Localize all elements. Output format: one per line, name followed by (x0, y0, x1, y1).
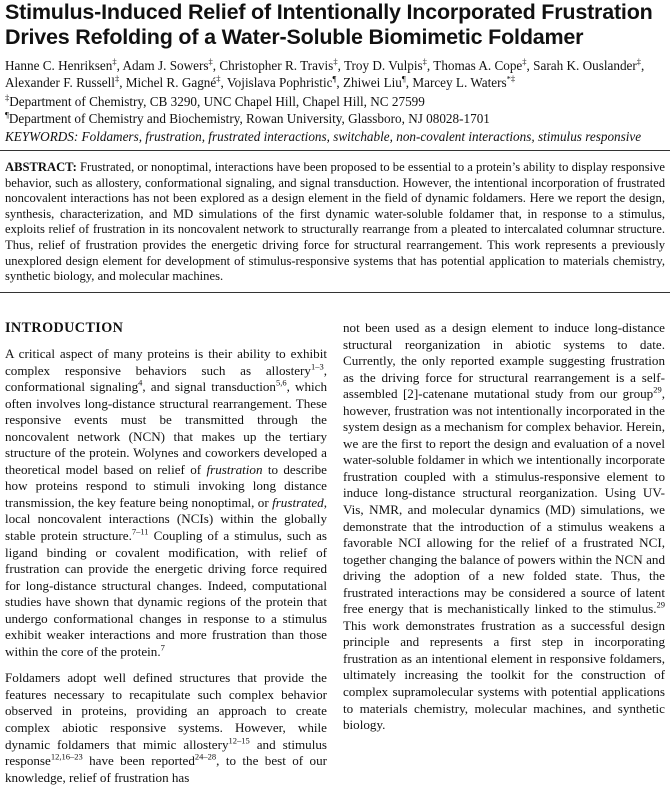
author: Michel R. Gagné‡ (125, 73, 221, 90)
author: Zhiwei Liu¶ (342, 73, 406, 90)
intro-paragraph-1: A critical aspect of many proteins is their ability to exhibit complex responsive behaviors such as allostery$^{1-3}$, conformational signaling$^4$, and signal transduction$^{5,6}$, which often involves long-distance structural rearrangement. These responsive events must be transmitted through the noncovalent network (NCN) that makes up the tertiary structure of the protein. Wolynes and coworkers developed a theoretical model based on relief of frustration to describe how proteins respond to stimuli invoking long distance transmission, the key feature being nonoptimal, or frustrated, local noncovalent interactions (NCIs) within the globally stable protein structure.$^{7-11}$ Coupling of a stimulus, such as ligand binding or covalent modification, with relief of frustration can provide the energetic driving force required for long-distance structural changes. Indeed, computational studies have shown that dynamic regions of the protein that undergo conformational changes in response to a stimulus exhibit weaker interactions and more frustration than those within the core of the protein.$^7$ (5, 346, 327, 659)
left-column (5, 320, 327, 796)
author: Marcey L. Waters*‡ (412, 73, 516, 90)
citation-link[interactable]: 12,16–23 (50, 751, 83, 762)
author: Alexander F. Russell‡ (5, 73, 120, 90)
citation-link[interactable]: 4 (138, 377, 143, 388)
citation-link[interactable]: 5,6 (275, 377, 287, 388)
abstract-text: Frustrated, or nonoptimal, interactions have been proposed to be essential to a protein’s ability to display responsive behavior, such as allostery, conformational signaling, and signal transduction. However, the intentional incorporation of frustrated noncovalent interactions has not been explored as a design element in the field of dynamic foldamers. Here we report the design, synthesis, characterization, and MD simulations of the first dynamic water-soluble foldamer that, in response to a stimulus, exploits relief of frustration in its noncovalent network to structurally rearrange from a pleated to intercalated columnar structure. Thus, relief of frustration provides the energetic driving force for structural rearrangement. This work represents a previously unexplored design element for development of stimulus-responsive systems that has potential application to materials chemistry, synthetic biology, and molecular machines. (5, 160, 665, 284)
abstract (5, 160, 665, 285)
section-heading-introduction: INTRODUCTION (5, 320, 124, 336)
intro-paragraph-2: Foldamers adopt well defined structures that provide the features necessary to recapitulate such complex behavior observed in proteins, providing an approach to create complex abiotic responsive systems. However, while dynamic foldamers that mimic allostery$^{12-15}$ and stimulus response$^{12,16-23}$ have been reported$^{24-28}$, to the best of our knowledge, relief of frustration has (5, 670, 327, 785)
abstract-label: ABSTRACT: (5, 160, 77, 174)
author: Christopher R. Travis‡ (219, 56, 338, 73)
author-list: Hanne C. Henriksen‡, Adam J. Sowers‡, Christopher R. Travis‡, Troy D. Vulpis‡, Thomas A. Cope‡, Sarah K. Ouslander‡, Alexander F. Russell‡, Michel R. Gagné‡, Vojislava Pophristic¶, Zhiwei Liu¶, Marcey L. Waters*‡ (5, 56, 645, 90)
affiliation-unc: ‡Department of Chemistry, CB 3290, UNC Chapel Hill, Chapel Hill, NC 27599 (5, 92, 425, 109)
citation-link[interactable]: 29 (656, 599, 665, 610)
keywords: KEYWORDS: Foldamers, frustration, frustrated interactions, switchable, non-covalent interactions, stimulus responsive (5, 129, 642, 144)
author: Thomas A. Cope‡ (433, 56, 527, 73)
divider-bottom (0, 292, 670, 293)
divider-top (0, 150, 670, 151)
affiliation-rowan: ¶Department of Chemistry and Biochemistry, Rowan University, Glassboro, NJ 08028-1701 (5, 109, 490, 126)
right-column (343, 320, 665, 744)
author: Sarah K. Ouslander‡ (533, 56, 642, 73)
citation-link[interactable]: 7 (160, 642, 165, 653)
citation-link[interactable]: 12–15 (228, 735, 250, 746)
citation-link[interactable]: 29 (653, 384, 662, 395)
citation-link[interactable]: 1–3 (310, 361, 324, 372)
author: Vojislava Pophristic¶ (226, 73, 337, 90)
citation-link[interactable]: 24–28 (194, 751, 217, 762)
author: Troy D. Vulpis‡ (343, 56, 427, 73)
author: Hanne C. Henriksen‡ (5, 56, 117, 73)
citation-link[interactable]: 7–11 (131, 526, 149, 537)
paper-title: Stimulus-Induced Relief of Intentionally Incorporated Frustration Drives Refolding of a Water-Soluble Biomimetic Foldamer (5, 0, 653, 49)
intro-paragraph-3: not been used as a design element to induce long-distance structural reorganization in abiotic systems to date. Currently, the only reported example suggesting frustration as the driving force for structural rearrangement is a self-assembled [2]-catenane mutational study from our group$^{29}$, however, frustration was not intentionally incorporated in the system design as a mechanism for complex behavior. Herein, we are the first to report the design and evaluation of a novel water-soluble foldamer in which we intentionally incorporate frustration coupled with a stimulus-responsive element to induce long-distance structural reorganization. Using UV-Vis, NMR, and molecular dynamics (MD) simulations, we demonstrate that the introduction of a stimulus weakens a favorable NCI allowing for the relief of a frustrated NCI, together changing the balance of powers within the NCN and driving the adoption of a new folded state. Thus, the frustrated interactions may be considered a source of latent free energy that is mechanistically linked to the stimulus.$^{29}$ This work demonstrates frustration as a successful design principle and represents a first step in incorporating frustration as an intentional element in responsive foldamers, ultimately increasing the toolkit for the construction of complex supramolecular systems with potential applications to materials chemistry, molecular machines, and synthetic biology. (343, 320, 665, 733)
author: Adam J. Sowers‡ (122, 56, 213, 73)
